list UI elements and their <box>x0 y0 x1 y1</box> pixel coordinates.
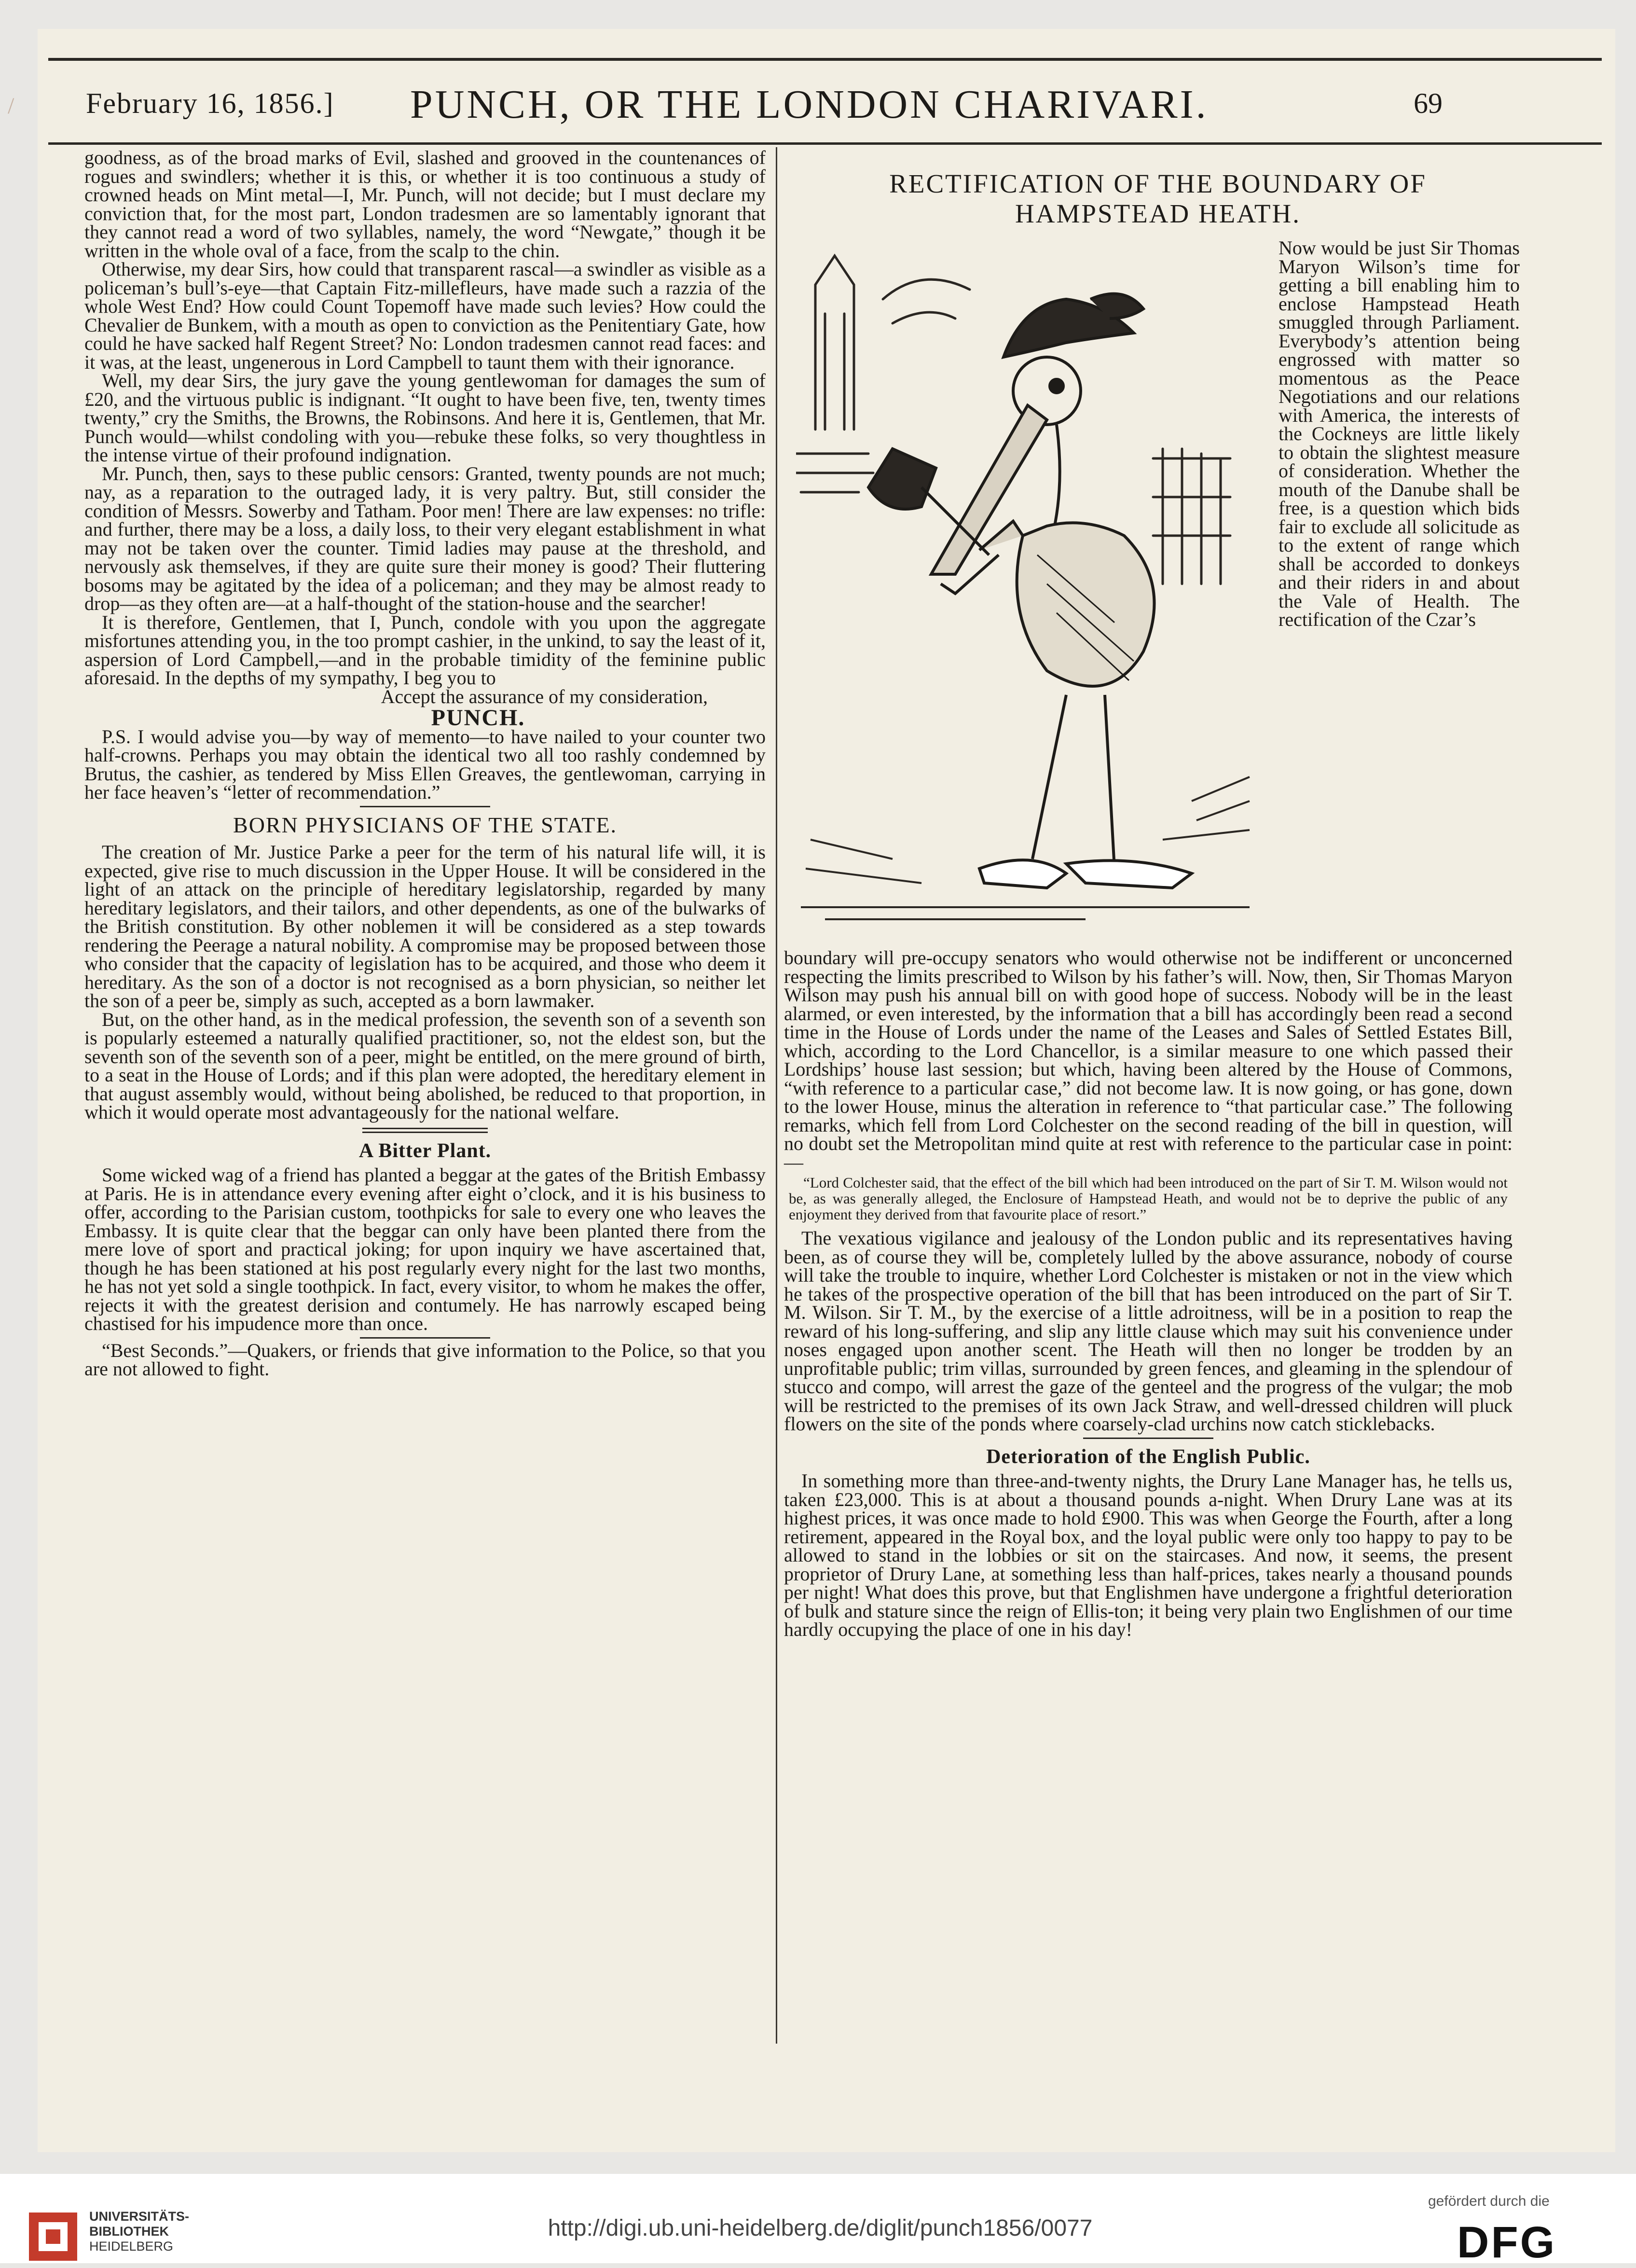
article-paragraph: Now would be just Sir Thomas Maryon Wilson’s time for getting a bill enabling him to enclose Hampstead Heath smuggled through Parliament. Everybody’s attention being engrossed with matter so momentous as the Peace Negotiations and our relations with America, the interests of the Cockneys are little likely to obtain the slightest measure of consideration. Whether the mouth of the Danube shall be free, is a question which bids fair to exclude all solicitude as to the extent of range which shall be accorded to donkeys and their riders in and about the Vale of Health. The rectification of the Czar’s <box>1279 237 1520 630</box>
hampstead-heading: RECTIFICATION OF THE BOUNDARY OF HAMPSTEAD HEATH. <box>889 169 1427 228</box>
hampstead-side-text <box>1279 239 1520 629</box>
column-divider <box>776 147 777 2044</box>
source-url-link[interactable]: http://digi.ub.uni-heidelberg.de/diglit/punch1856/0077 <box>548 2215 1093 2241</box>
article-paragraph: In something more than three-and-twenty nights, the Drury Lane Manager has, he tells us, taken £23,000. This is at about a thousand pounds a-night. When Drury Lane was at its highest prices, it was once made to hold £900. This was when George the Fourth, after a long retirement, appeared in the Royal box, and the loyal public were only too happy to pay to be allowed to stand in the lobbies or sit on the staircases. And now, it seems, the present proprietor of Drury Lane, at something less than half-prices, takes nearly a thousand pounds per night! What does this prove, but that Englishmen have undergone a frightful deterioration of bulk and stature since the reign of Ellis-ton; it being very plain two Englishmen of our time hardly occupying the place of one in his day! <box>784 1470 1512 1640</box>
article-paragraph: Well, my dear Sirs, the jury gave the young gentlewoman for damages the sum of £20, and the virtuous public is indignant. “It ought to have been five, ten, twenty times twenty,” cry the Smiths, the Browns, the Robinsons. And here it is, Gentlemen, that Mr. Punch would—whilst condoling with you—rebuke these folks, so very thoughtless in the intense virtue of their profound indignation. <box>84 370 766 466</box>
bitter-plant-heading: A Bitter Plant. <box>358 1139 492 1162</box>
physicians-heading: BORN PHYSICIANS OF THE STATE. <box>233 812 617 837</box>
top-rule <box>48 58 1602 61</box>
masthead-title: PUNCH, OR THE LONDON CHARIVARI. <box>410 82 1209 127</box>
section-rule <box>360 1337 490 1339</box>
article-paragraph: But, on the other hand, as in the medical profession, the seventh son of a seventh son is popularly esteemed a naturally qualified practitioner, so, not the eldest son, but the seventh son of the seventh son of a peer, might be entitled, on the mere ground of birth, to a seat in the House of Lords; and if this plan were adopted, the hereditary element in that august assembly would, without being abolished, be reduced to that proportion, in which it would operate most advantageously for the national welfare. <box>84 1008 766 1123</box>
library-name <box>89 2209 189 2254</box>
article-paragraph: boundary will pre-occupy senators who would otherwise not be indifferent or unconcerned respecting the limits prescribed to Wilson by his father’s will. Now, then, Sir Thomas Maryon Wilson may push his annual bill on with good hope of success. Nobody will be in the least alarmed, or even interested, by the information that a bill has accordingly been read a second time in the House of Lords under the name of the Leases and Sales of Settled Estates Bill, which, according to the Lord Chancellor, is a similar measure to one which passed their Lordships’ house last session; but which, having been altered by the House of Commons, “with reference to a particular case,” did not become law. It is now going, or has gone, down to the lower House, minus the alteration in reference to “that particular case.” The following remarks, which fell from Lord Colchester on the second reading of the bill in question, will no doubt set the Metropolitan mind quite at rest with reference to the particular case in point:— <box>784 947 1512 1173</box>
library-line: HEIDELBERG <box>89 2239 174 2254</box>
closing-line: Accept the assurance of my consideration, <box>381 685 708 707</box>
best-seconds-item: “Best Seconds.”—Quakers, or friends that give information to the Police, so that you are not allowed to fight. <box>84 1339 766 1380</box>
hampstead-heath-caricature <box>796 246 1254 931</box>
margin-mark: / <box>8 93 14 119</box>
signature: PUNCH. <box>431 705 525 731</box>
article-paragraph: It is therefore, Gentlemen, that I, Punch, condole with you upon the aggregate misfortunes attending you, in the too prompt cashier, in the unkind, to say the least of it, aspersion of Lord Campbell,—and in the probable timidity of the feminine public aforesaid. In the depths of my sympathy, I beg you to <box>84 611 766 689</box>
section-rule <box>360 806 490 807</box>
postscript: P.S. I would advise you—by way of memento—to have nailed to your counter two half-crowns. Perhaps you may obtain the identical two all too rashly condemned by Brutus, the cashier, as tendered by Miss Ellen Greaves, the gentlewoman, carrying in her face heaven’s “letter of recommendation.” <box>84 725 766 803</box>
university-library-logo <box>27 2210 80 2263</box>
funding-label: gefördert durch die <box>1428 2193 1550 2209</box>
article-paragraph: Some wicked wag of a friend has planted a beggar at the gates of the British Embassy at Paris. He is in attendance every evening after eight o’clock, and it is his business to offer, according to the Parisian custom, toothpicks for sale to every one who leaves the Embassy. It is quite clear that the beggar can only have been planted there from the mere love of sport and practical joking; for upon inquiry we have ascertained that, though he has been stationed at his post regularly every night for the last two months, he has not yet sold a single toothpick. In fact, every visitor, to whom he makes the offer, rejects it with the greatest derision and contumely. He has narrowly escaped being chastised for his impudence more than once. <box>84 1164 766 1334</box>
library-line: UNIVERSITÄTS- <box>89 2209 190 2224</box>
dfg-logo: DFG <box>1457 2218 1557 2267</box>
page-number: 69 <box>1414 87 1443 119</box>
article-paragraph: goodness, as of the broad marks of Evil, slashed and grooved in the countenances of rogues and swindlers; whether it is this, or whether it is too continuous a study of crowned heads on Mint metal—I, Mr. Punch, will not decide; but I must declare my conviction that, for the most part, London tradesmen are so lamentably ignorant that they cannot read a word of two syllables, namely, the word “Newgate,” though it be written in the whole oval of a face, from the scalp to the chin. <box>84 147 766 262</box>
deterioration-heading: Deterioration of the English Public. <box>986 1445 1310 1468</box>
double-rule <box>362 1128 488 1133</box>
right-column <box>784 949 1512 1639</box>
header-rule <box>48 142 1602 145</box>
masthead-date: February 16, 1856.] <box>86 87 334 119</box>
quoted-note: “Lord Colchester said, that the effect of the bill which had been introduced on the part of Sir T. M. Wilson would not be, as was generally alleged, the Enclosure of Hampstead Heath, and would not be to deprive the public of any enjoyment they derived from that favourite place of resort.” <box>789 1174 1508 1223</box>
article-paragraph: The vexatious vigilance and jealousy of the London public and its representatives having been, as of course they will be, completely lulled by the above assurance, nobody of course will take the trouble to inquire, whether Lord Colchester is mistaken or not in the view which he takes of the prospective operation of the bill that has been introduced on the part of Sir T. M. Wilson. Sir T. M., by the exercise of a little adroitness, will be in a position to reap the reward of his long-suffering, and slip any little clause which may suit his convenience under noses engaged upon another scent. The Heath will then no longer be trodden by an unprofitable public; trim villas, surrounded by green fences, and gleaming in the splendour of stucco and compo, will arrest the gaze of the genteel and the progress of the vulgar; the mob will be restricted to the premises of its own Jack Straw, and well-dressed children will pluck flowers on the site of the ponds where coarsely-clad urchins now catch sticklebacks. <box>784 1227 1512 1435</box>
article-paragraph: The creation of Mr. Justice Parke a peer for the term of his natural life will, it is expected, give rise to much discussion in the Upper House. It will be considered in the light of an attack on the principle of hereditary legislatorship, regarded by many hereditary legislators, and their tailors, and other dependents, as one of the bulwarks of the British constitution. By other noblemen it will be considered as a step towards rendering the Peerage a natural nobility. A compromise may be proposed between those who consider that the capacity of legislation has to be acquired, and those who deem it hereditary. As the son of a doctor is not recognised as a born physician, so neither let the son of a peer be, simply as such, accepted as a born lawmaker. <box>84 841 766 1011</box>
article-paragraph: Otherwise, my dear Sirs, how could that transparent rascal—a swindler as visible as a policeman’s bull’s-eye—that Captain Fitz-millefleurs, have made such a razzia of the whole West End? How could Count Topemoff have made such levies? How could the Chevalier de Bunkem, with a mouth as open to conviction as the Penitentiary Gate, how could he have sacked half Regent Street? No: London tradesmen cannot read faces: and it was, at the least, ungenerous in Lord Campbell to taunt them with their ignorance. <box>84 258 766 373</box>
section-rule <box>1083 1438 1213 1439</box>
library-line: BIBLIOTHEK <box>89 2224 169 2239</box>
left-column <box>84 149 766 1379</box>
article-paragraph: Mr. Punch, then, says to these public censors: Granted, twenty pounds are not much; nay, as a reparation to the outraged lady, it is very paltry. But, still consider the condition of Messrs. Sowerby and Tatham. Poor men! There are law expenses: no trifle: and further, there may be a loss, a daily loss, to their very elegant establishment in what may not be taken over the counter. Timid ladies may pause at the threshold, and nervously ask themselves, if they are quite sure their money is good? Their fluttering bosoms may be agitated by the idea of a policeman; and they may be almost ready to drop—as they often are—at a half-thought of the station-house and the searcher! <box>84 462 766 614</box>
